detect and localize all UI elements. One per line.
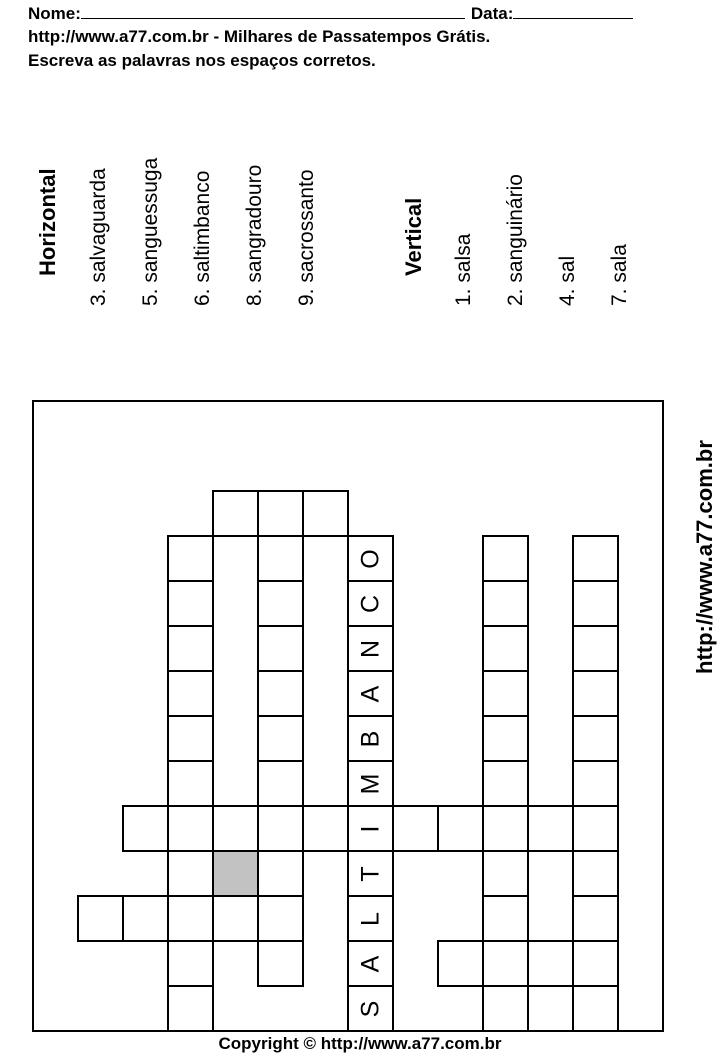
crossword-cell[interactable] — [572, 895, 619, 942]
cell-letter: N — [356, 639, 384, 658]
crossword-cell[interactable] — [572, 850, 619, 897]
crossword-cell[interactable] — [212, 895, 259, 942]
crossword-cell[interactable] — [167, 760, 214, 807]
crossword-cell[interactable] — [482, 580, 529, 627]
crossword-cell[interactable] — [482, 850, 529, 897]
crossword-cell[interactable] — [482, 805, 529, 852]
crossword-cell[interactable] — [167, 940, 214, 987]
cell-letter: O — [356, 548, 384, 569]
crossword-cell[interactable] — [347, 850, 394, 897]
crossword-cell[interactable] — [572, 580, 619, 627]
crossword-cell[interactable] — [572, 940, 619, 987]
cell-letter: A — [356, 685, 384, 702]
crossword-cell[interactable] — [572, 625, 619, 672]
crossword-cell[interactable] — [302, 490, 349, 537]
date-blank[interactable] — [513, 3, 633, 19]
crossword-cell[interactable] — [527, 940, 574, 987]
crossword-cell[interactable] — [347, 580, 394, 627]
crossword-cell[interactable] — [347, 760, 394, 807]
cell-letter: S — [356, 1000, 384, 1017]
crossword-cell[interactable] — [482, 895, 529, 942]
crossword-cell[interactable] — [167, 535, 214, 582]
crossword-cell[interactable] — [167, 805, 214, 852]
side-url: http://www.a77.com.br — [692, 440, 717, 674]
name-blank[interactable] — [81, 3, 465, 19]
crossword-cell[interactable] — [392, 805, 439, 852]
crossword-cell[interactable] — [257, 760, 304, 807]
crossword-cell[interactable] — [482, 985, 529, 1032]
cell-letter: A — [356, 955, 384, 972]
crossword-cell[interactable] — [167, 625, 214, 672]
crossword-cell[interactable] — [482, 940, 529, 987]
crossword-cell[interactable] — [572, 760, 619, 807]
crossword-cell[interactable] — [482, 760, 529, 807]
cell-letter: M — [356, 773, 384, 794]
cell-letter: I — [356, 825, 384, 832]
crossword-cell[interactable] — [257, 670, 304, 717]
crossword-cell[interactable] — [257, 490, 304, 537]
crossword-cell[interactable] — [167, 985, 214, 1032]
vertical-clue: 1. salsa — [452, 233, 475, 306]
date-label: Data: — [470, 4, 514, 23]
copyright-footer: Copyright © http://www.a77.com.br — [218, 1034, 502, 1053]
crossword-cell[interactable] — [257, 805, 304, 852]
crossword-cell[interactable] — [347, 805, 394, 852]
instruction: Escreva as palavras nos espaços corretos. — [28, 51, 376, 70]
horizontal-title: Horizontal — [35, 168, 60, 276]
cell-letter: T — [356, 865, 384, 882]
vertical-clue: 7. sala — [608, 244, 631, 306]
crossword-cell[interactable] — [257, 850, 304, 897]
crossword-cell[interactable] — [347, 535, 394, 582]
crossword-cell[interactable] — [212, 805, 259, 852]
shaded-cell — [212, 850, 259, 897]
crossword-cell[interactable] — [482, 535, 529, 582]
crossword-cell[interactable] — [347, 715, 394, 762]
crossword-cell[interactable] — [347, 895, 394, 942]
crossword-cell[interactable] — [77, 895, 124, 942]
crossword-cell[interactable] — [302, 805, 349, 852]
crossword-cell[interactable] — [167, 580, 214, 627]
name-date-line — [28, 3, 633, 24]
horizontal-clue: 6. saltimbanco — [191, 170, 214, 306]
cell-letter: C — [356, 594, 384, 613]
crossword-cell[interactable] — [122, 805, 169, 852]
horizontal-clue: 8. sangradouro — [243, 164, 266, 306]
crossword-cell[interactable] — [257, 940, 304, 987]
crossword-cell[interactable] — [212, 490, 259, 537]
crossword-cell[interactable] — [257, 535, 304, 582]
crossword-cell[interactable] — [482, 625, 529, 672]
crossword-cell[interactable] — [257, 715, 304, 762]
horizontal-clue: 9. sacrossanto — [295, 169, 318, 306]
cell-letter: L — [356, 911, 384, 926]
name-label: Nome: — [28, 4, 81, 23]
crossword-cell[interactable] — [257, 580, 304, 627]
crossword-cell[interactable] — [572, 985, 619, 1032]
site-line: http://www.a77.com.br - Milhares de Passatempos Grátis. — [28, 27, 491, 46]
crossword-cell[interactable] — [167, 850, 214, 897]
cell-letter: B — [356, 730, 384, 747]
crossword-cell[interactable] — [572, 535, 619, 582]
vertical-title: Vertical — [401, 197, 426, 276]
vertical-clue: 4. sal — [556, 255, 579, 306]
crossword-cell[interactable] — [347, 625, 394, 672]
crossword-cell[interactable] — [527, 805, 574, 852]
crossword-cell[interactable] — [482, 715, 529, 762]
vertical-clue: 2. sanguinário — [504, 174, 527, 306]
crossword-cell[interactable] — [347, 940, 394, 987]
crossword-cell[interactable] — [572, 805, 619, 852]
crossword-cell[interactable] — [167, 715, 214, 762]
crossword-cell[interactable] — [437, 940, 484, 987]
crossword-cell[interactable] — [347, 985, 394, 1032]
crossword-cell[interactable] — [122, 895, 169, 942]
horizontal-clue: 5. sanguessuga — [139, 157, 162, 306]
horizontal-clue: 3. salvaguarda — [87, 168, 110, 306]
crossword-cell[interactable] — [572, 715, 619, 762]
crossword-cell[interactable] — [257, 625, 304, 672]
crossword-cell[interactable] — [167, 670, 214, 717]
crossword-cell[interactable] — [347, 670, 394, 717]
crossword-cell[interactable] — [482, 670, 529, 717]
crossword-cell[interactable] — [437, 805, 484, 852]
crossword-cell[interactable] — [167, 895, 214, 942]
crossword-cell[interactable] — [257, 895, 304, 942]
crossword-cell[interactable] — [572, 670, 619, 717]
